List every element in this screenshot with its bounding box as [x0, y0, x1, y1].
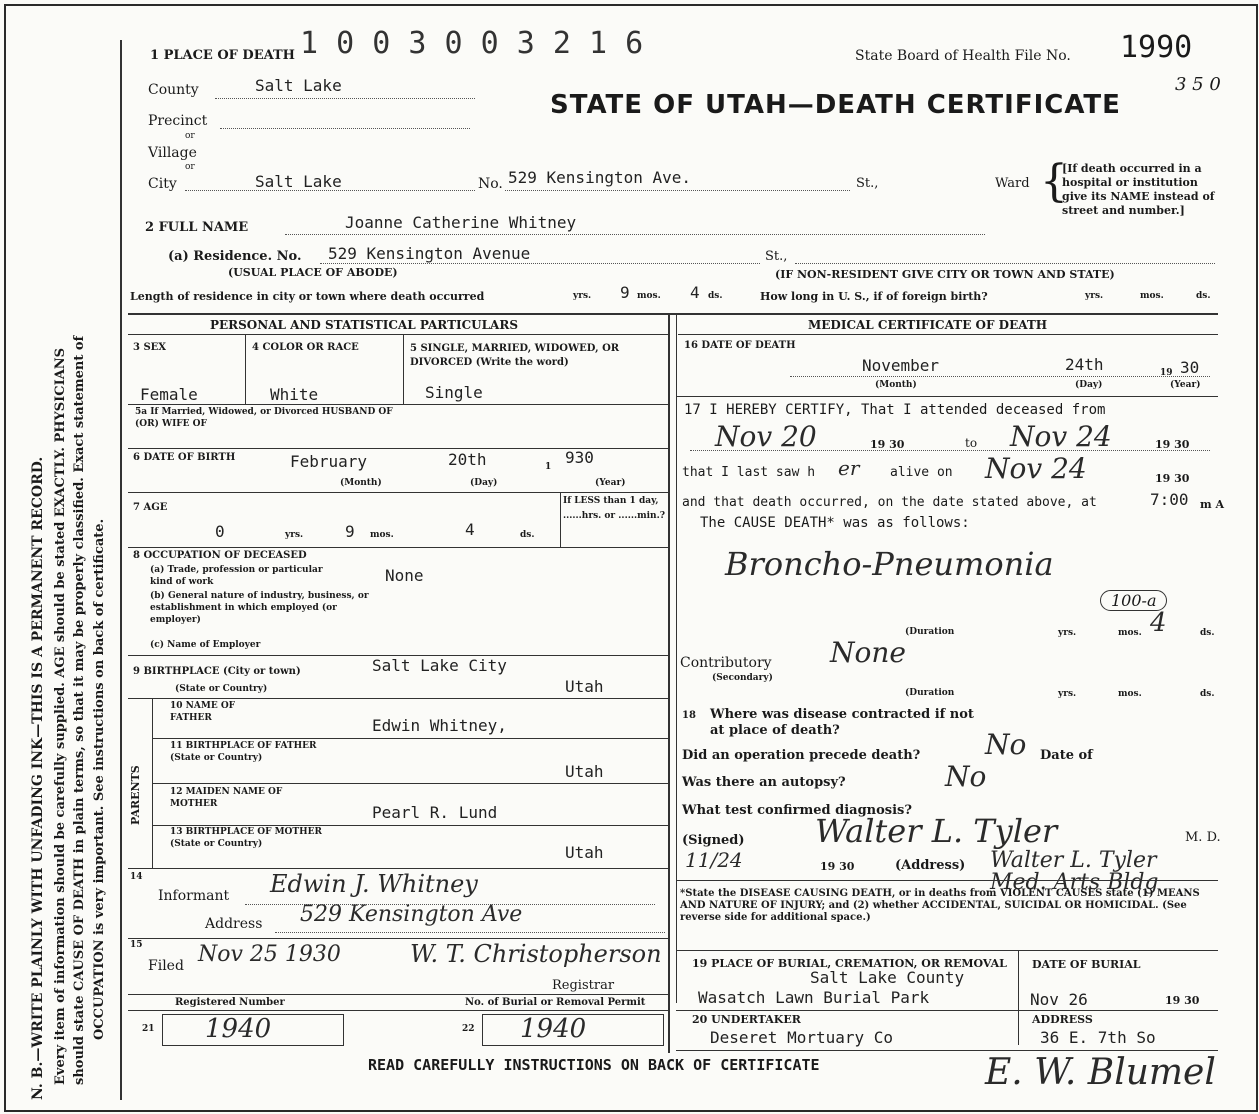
undertaker-address-label: ADDRESS: [1032, 1013, 1093, 1026]
residence-value: 529 Kensington Avenue: [328, 244, 531, 263]
spouse-label: 5a If Married, Widowed, or Divorced HUSBAND OF (OR) WIFE OF: [135, 407, 393, 429]
birthplace-state-cap: (State or Country): [175, 684, 268, 694]
autopsy-value: No: [945, 760, 987, 793]
death-day: 24th: [1065, 355, 1104, 374]
death-year: 30: [1180, 358, 1200, 377]
contributory-label: Contributory: [680, 655, 772, 671]
full-name-value: Joanne Catherine Whitney: [345, 213, 577, 232]
parents-label: PARENTS: [129, 765, 142, 825]
duration-mos-2: mos.: [1118, 689, 1142, 699]
undertaker-value: Deseret Mortuary Co: [710, 1028, 894, 1047]
less-than-note: If LESS than 1 day, ......hrs. or ......min.?: [563, 496, 665, 521]
how-long-mos: mos.: [1140, 291, 1164, 301]
birthplace-city: Salt Lake City: [372, 656, 507, 675]
marital-label: 5 SINGLE, MARRIED, WIDOWED, OR DIVORCED (Write the word): [410, 343, 620, 368]
attended-to-year: 19 30: [1155, 438, 1190, 451]
occupation-a-label: (a) Trade, profession or particular kind of work: [150, 565, 323, 587]
age-mos-label: mos.: [370, 530, 394, 540]
duration-mos-1: mos.: [1118, 628, 1142, 638]
county-label: County: [148, 82, 199, 98]
father-value: Edwin Whitney,: [372, 716, 507, 735]
length-mos-label: mos.: [637, 291, 661, 301]
residence-label: (a) Residence. No.: [168, 249, 302, 264]
attended-from: Nov 20: [715, 420, 817, 453]
occupation-b-label: (b) General nature of industry, business, or establishment in which employed (or employer): [150, 591, 369, 625]
instructions-footer: READ CAREFULLY INSTRUCTIONS ON BACK OF CERTIFICATE: [368, 1056, 820, 1074]
contributory-value: None: [830, 636, 906, 669]
father-bp-value: Utah: [565, 762, 604, 781]
dob-day-cap: (Day): [470, 478, 498, 488]
age-mos: 9: [345, 522, 355, 541]
age-yrs-label: yrs.: [285, 530, 304, 540]
last-saw-her: er: [838, 456, 860, 480]
death-year-prefix: 19: [1160, 368, 1173, 378]
age-label: 7 AGE: [133, 502, 168, 513]
or-1: or: [185, 131, 195, 141]
date-of-death-label: 16 DATE OF DEATH: [684, 340, 796, 351]
md-label: M. D.: [1185, 830, 1221, 845]
filed-label: Filed: [148, 958, 184, 974]
burial-county: Salt Lake County: [810, 968, 965, 987]
or-2: or: [185, 162, 195, 172]
residence-st: St.,: [765, 249, 788, 264]
village-label: Village: [148, 145, 197, 161]
street-value: 529 Kensington Ave.: [508, 168, 692, 187]
operation-label: Did an operation precede death?: [682, 748, 921, 763]
place-heading: 1 PLACE OF DEATH: [150, 48, 295, 63]
mother-value: Pearl R. Lund: [372, 803, 498, 822]
filed-num: 15: [130, 940, 143, 950]
reg-no-num: 21: [142, 1024, 155, 1034]
how-long-yrs: yrs.: [1085, 291, 1104, 301]
father-label: 10 NAME OF FATHER: [170, 701, 236, 723]
last-saw-a: that I last saw h: [682, 465, 816, 480]
certificate-title: STATE OF UTAH—DEATH CERTIFICATE: [550, 90, 1121, 120]
how-long-label: How long in U. S., if of foreign birth?: [760, 290, 988, 303]
margin-note-3: should state CAUSE OF DEATH in plain terms, so that it may be properly classified. Exact statement of: [72, 335, 87, 1085]
age-yrs: 0: [215, 522, 225, 541]
length-label: Length of residence in city or town where death occurred: [130, 290, 485, 303]
margin-note-2: Every item of information should be carefully supplied. AGE should be stated EXACTLY. PHYSICIANS: [53, 347, 68, 1085]
physician-address: Walter L. Tyler Med. Arts Bldg: [990, 848, 1159, 895]
file-no-note: 3 5 0: [1175, 74, 1221, 95]
duration-yrs-1: yrs.: [1058, 628, 1077, 638]
duration-ds-2: ds.: [1200, 689, 1215, 699]
registrar-footer-signature: E. W. Blumel: [985, 1052, 1216, 1093]
margin-note-1: N. B.—WRITE PLAINLY WITH UNFADING INK—THIS IS A PERMANENT RECORD.: [30, 456, 46, 1100]
burial-place-label: 19 PLACE OF BURIAL, CREMATION, OR REMOVAL: [692, 957, 1007, 970]
death-time: 7:00: [1150, 490, 1189, 509]
undertaker-address: 36 E. 7th So: [1040, 1028, 1156, 1047]
dob-month-cap: (Month): [340, 478, 382, 488]
hospital-note: [If death occurred in a hospital or institution give its NAME instead of street and number.]: [1062, 162, 1215, 217]
attended-to-label: to: [965, 436, 978, 450]
marital-value: Single: [425, 383, 483, 402]
how-long-ds: ds.: [1196, 291, 1211, 301]
reg-no-value: 1940: [205, 1014, 272, 1044]
age-ds: 4: [465, 520, 475, 539]
burial-no-num: 22: [462, 1024, 475, 1034]
length-ds-value: 4: [690, 283, 700, 302]
last-saw-date: Nov 24: [985, 452, 1087, 485]
informant-signature: Edwin J. Whitney: [270, 870, 478, 898]
filed-value: Nov 25 1930: [198, 942, 341, 967]
city-value: Salt Lake: [255, 172, 342, 191]
secondary-label: (Secondary): [712, 673, 773, 683]
cause-code: 100-a: [1100, 590, 1167, 611]
mother-bp-value: Utah: [565, 843, 604, 862]
full-name-label: 2 FULL NAME: [145, 220, 249, 235]
medical-heading: MEDICAL CERTIFICATE OF DEATH: [808, 318, 1048, 332]
informant-address-label: Address: [205, 916, 263, 932]
file-no: 1990: [1120, 30, 1193, 65]
signed-label: (Signed): [682, 833, 745, 848]
date-of-label: Date of: [1040, 748, 1093, 763]
attended-to: Nov 24: [1010, 420, 1112, 453]
certify-text: 17 I HEREBY CERTIFY, That I attended deceased from: [684, 402, 1106, 418]
physician-signature: Walter L. Tyler: [815, 812, 1058, 850]
birthplace-label: 9 BIRTHPLACE (City or town): [133, 666, 301, 677]
margin-rule: [120, 40, 122, 1100]
burial-no-value: 1940: [520, 1014, 587, 1044]
length-mos-value: 9: [620, 283, 630, 302]
operation-value: No: [985, 728, 1027, 761]
burial-date-label: DATE OF BURIAL: [1032, 958, 1141, 971]
reg-no-label: Registered Number: [175, 997, 285, 1008]
cause-label: The CAUSE DEATH* was as follows:: [700, 515, 970, 531]
dob-year-cap: (Year): [595, 478, 626, 488]
sex-value: Female: [140, 385, 198, 404]
mother-label: 12 MAIDEN NAME OF MOTHER: [170, 787, 283, 809]
duration-label-2: (Duration: [905, 688, 955, 698]
color-value: White: [270, 385, 319, 404]
occupation-value: None: [385, 566, 424, 585]
informant-label: Informant: [158, 888, 230, 904]
color-label: 4 COLOR OR RACE: [252, 342, 359, 353]
last-saw-b: alive on: [890, 465, 953, 480]
hospital-brace: {: [1040, 156, 1068, 207]
informant-address: 529 Kensington Ave: [300, 902, 523, 927]
father-bp-label: 11 BIRTHPLACE OF FATHER (State or Country): [170, 741, 317, 763]
attended-from-year: 19 30: [870, 438, 905, 451]
death-day-cap: (Day): [1075, 380, 1103, 390]
city-label: City: [148, 176, 177, 192]
age-ds-label: ds.: [520, 530, 535, 540]
margin-note-4: OCCUPATION is very important. See instructions on back of certificate.: [92, 518, 107, 1040]
st-label: St.,: [856, 176, 879, 191]
mother-bp-label: 13 BIRTHPLACE OF MOTHER (State or Country): [170, 827, 322, 849]
signed-year: 19 30: [820, 860, 855, 873]
autopsy-label: Was there an autopsy?: [682, 775, 846, 790]
occurred-text: and that death occurred, on the date stated above, at: [682, 495, 1097, 510]
dob-year-prefix: 1: [545, 462, 552, 472]
undertaker-label: 20 UNDERTAKER: [692, 1013, 801, 1026]
state-disease-note: *State the DISEASE CAUSING DEATH, or in deaths from VIOLENT CAUSES state (1) MEANS AND NATURE OF INJURY; and (2) whether ACCIDENTAL, SUICIDAL OR HOMICIDAL. (See reverse side for additional space.): [680, 888, 1200, 923]
signed-date: 11/24: [685, 848, 743, 872]
duration-mos-value: 4: [1150, 608, 1167, 638]
employer-label: (c) Name of Employer: [150, 640, 261, 650]
length-ds-label: ds.: [708, 291, 723, 301]
burial-year: 19 30: [1165, 994, 1200, 1007]
file-no-label: State Board of Health File No.: [855, 48, 1071, 64]
ward-label: Ward: [995, 176, 1030, 191]
precinct-label: Precinct: [148, 113, 208, 129]
q18-num: 18: [682, 710, 696, 721]
dob-month: February: [290, 452, 368, 471]
duration-ds-1: ds.: [1200, 628, 1215, 638]
birthplace-state: Utah: [565, 677, 604, 696]
death-year-cap: (Year): [1170, 380, 1201, 390]
usual-abode: (USUAL PLACE OF ABODE): [228, 266, 398, 279]
stamp-number: 1 0 0 3 0 0 3 2 1 6: [300, 26, 644, 61]
duration-yrs-2: yrs.: [1058, 689, 1077, 699]
death-month: November: [862, 356, 940, 375]
informant-num: 14: [130, 872, 143, 882]
dob-year: 930: [565, 448, 594, 467]
burial-permit-label: No. of Burial or Removal Permit: [465, 997, 646, 1008]
where-contracted-label: Where was disease contracted if not at place of death?: [710, 707, 974, 738]
dob-label: 6 DATE OF BIRTH: [133, 452, 236, 463]
registrar-signature: W. T. Christopherson: [410, 940, 662, 968]
burial-place: Wasatch Lawn Burial Park: [698, 988, 930, 1007]
county-value: Salt Lake: [255, 76, 342, 95]
death-month-cap: (Month): [875, 380, 917, 390]
physician-address-label: (Address): [895, 858, 966, 873]
street-no-label: No.: [478, 176, 503, 192]
cause-value: Broncho-Pneumonia: [725, 545, 1054, 583]
dob-day: 20th: [448, 450, 487, 469]
test-label: What test confirmed diagnosis?: [682, 803, 912, 818]
registrar-label: Registrar: [552, 978, 615, 993]
last-saw-year: 19 30: [1155, 472, 1190, 485]
personal-heading: PERSONAL AND STATISTICAL PARTICULARS: [210, 318, 519, 332]
duration-label-1: (Duration: [905, 627, 955, 637]
death-time-suffix: m A: [1200, 498, 1225, 511]
nonresident-note: (IF NON-RESIDENT GIVE CITY OR TOWN AND STATE): [775, 268, 1115, 281]
length-yrs-label: yrs.: [573, 291, 592, 301]
sex-label: 3 SEX: [133, 342, 167, 353]
burial-date: Nov 26: [1030, 990, 1088, 1009]
occupation-label: 8 OCCUPATION OF DECEASED: [133, 550, 307, 561]
